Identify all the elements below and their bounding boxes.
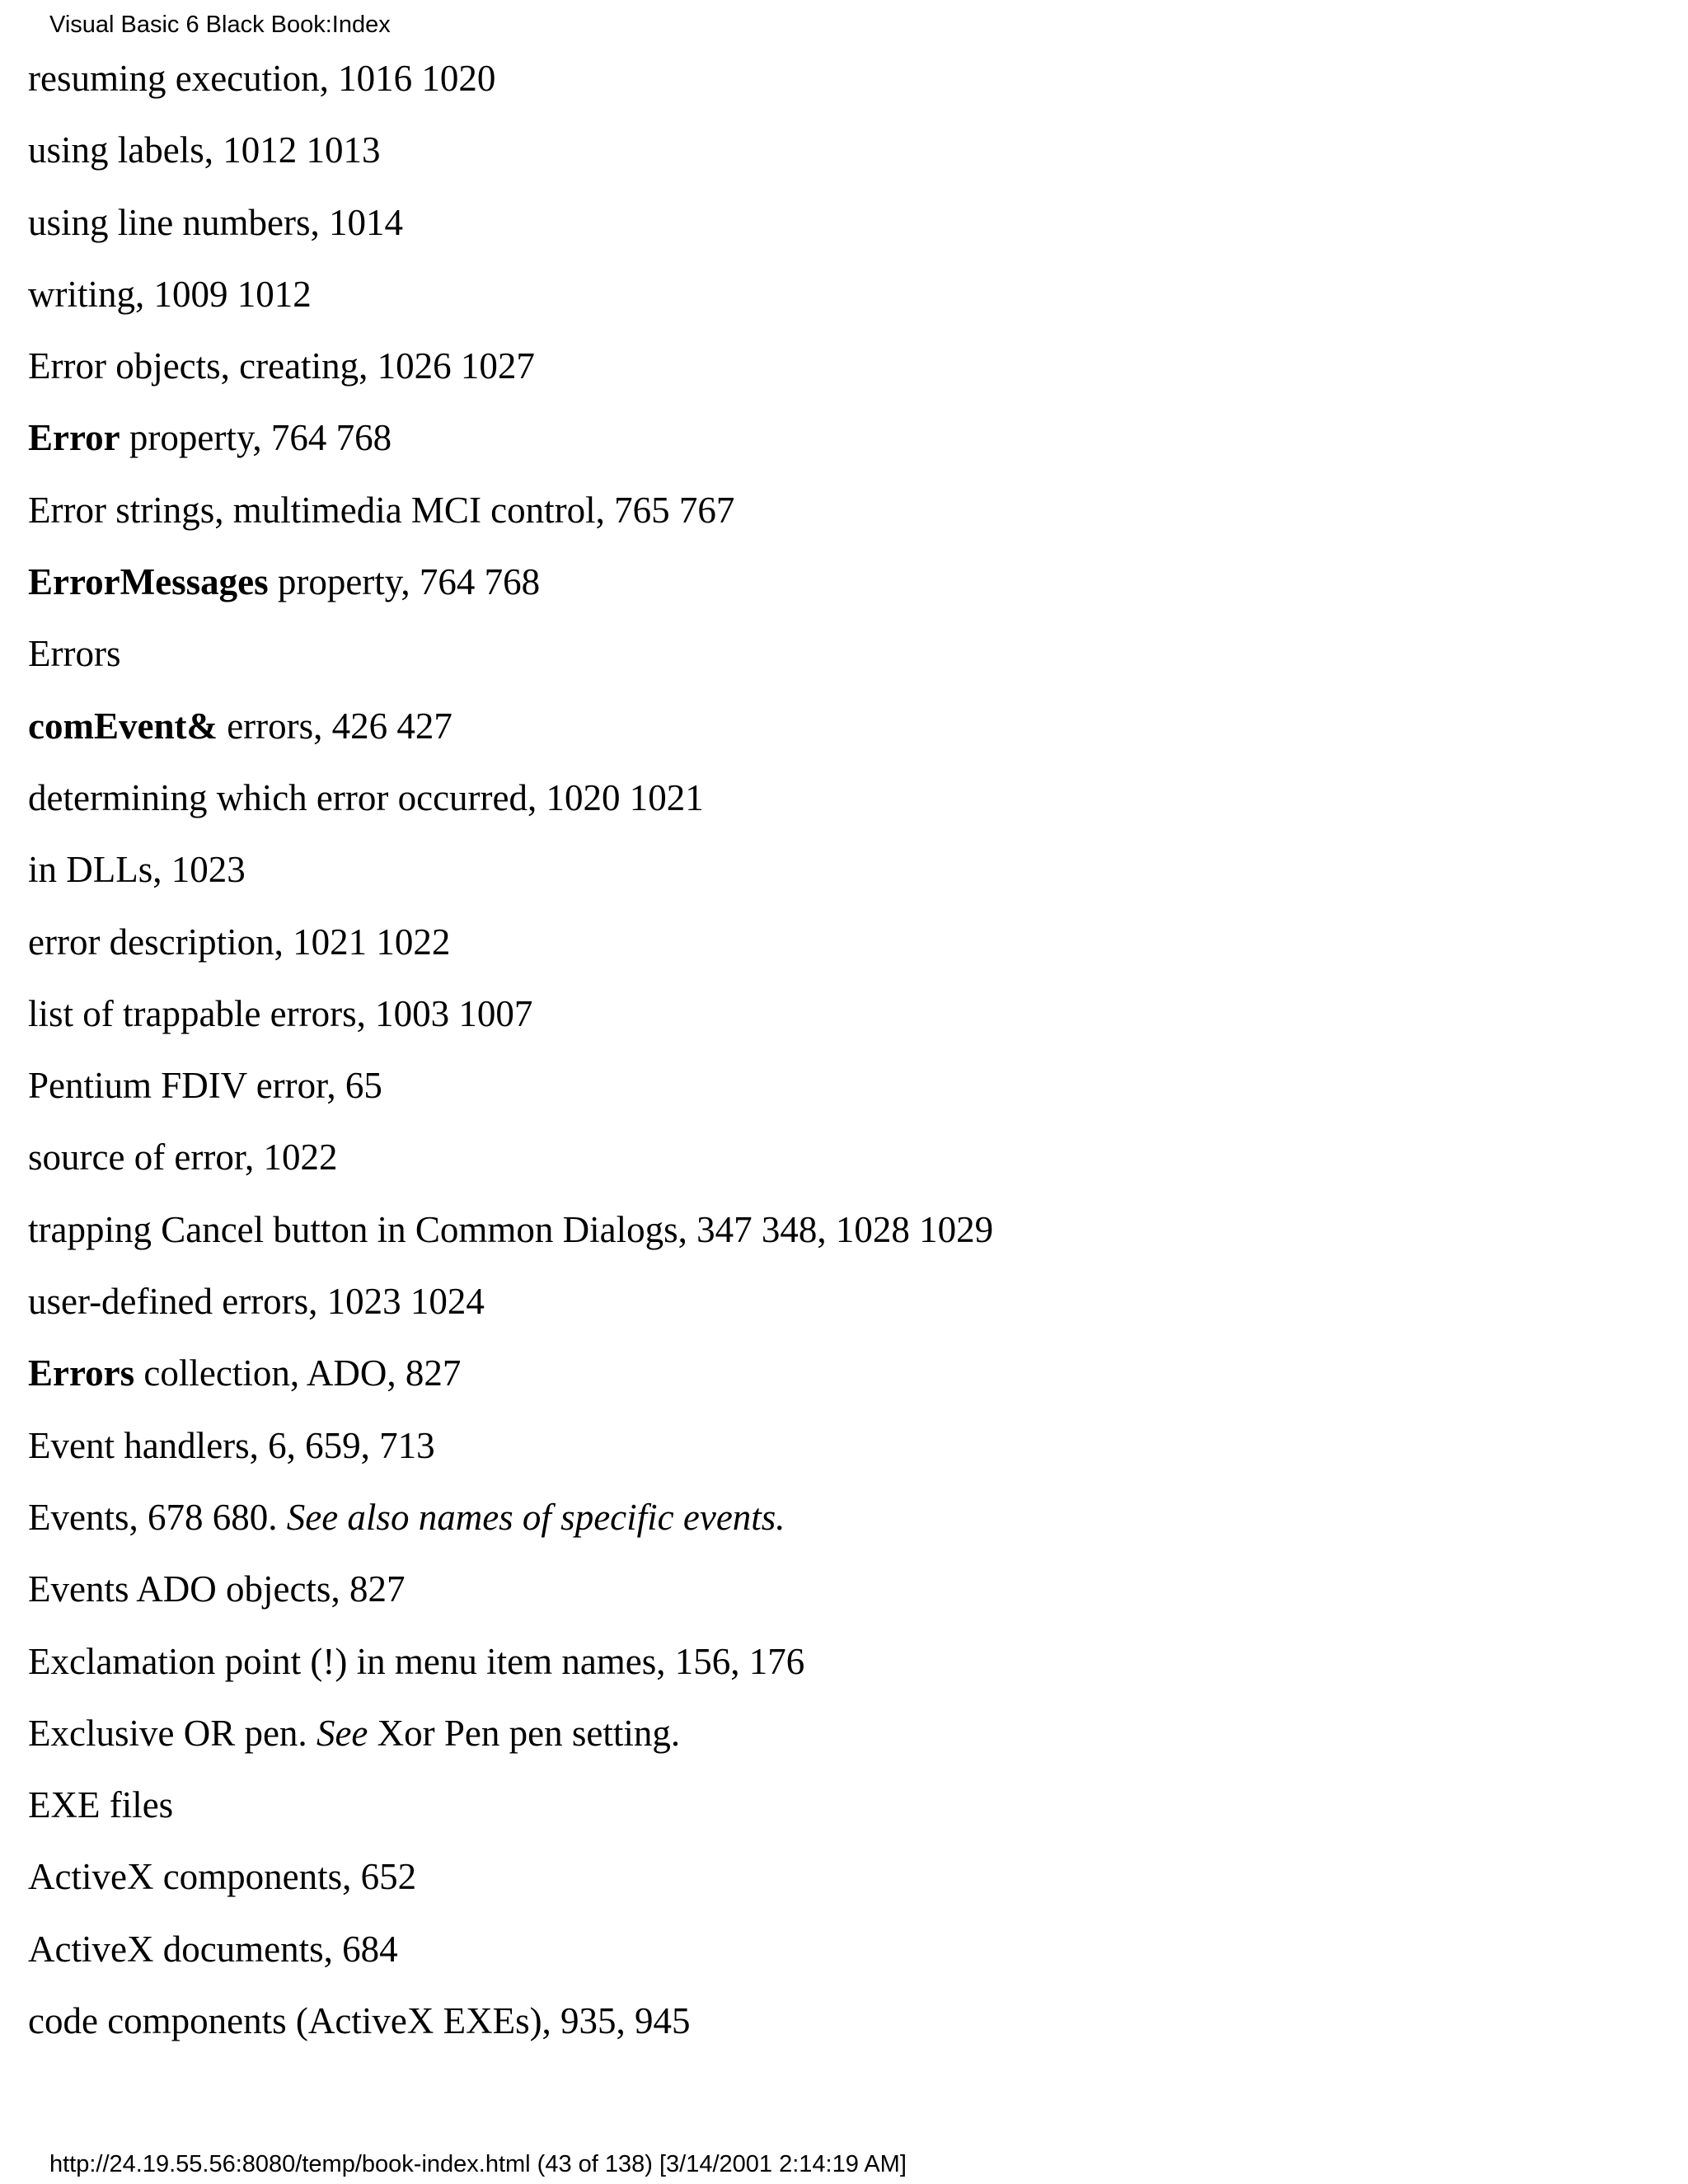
- index-entry: [28, 618, 993, 690]
- entry-text: Errors: [28, 633, 121, 675]
- index-entry: [28, 1122, 993, 1193]
- entry-text: source of error, 1022: [28, 1137, 338, 1179]
- entry-text: list of trappable errors, 1003 1007: [28, 992, 533, 1034]
- index-entry: [28, 1914, 993, 1985]
- index-entry: [28, 691, 993, 762]
- entry-text: Error strings, multimedia MCI control, 765 767: [28, 489, 735, 531]
- entry-text: determining which error occurred, 1020 1021: [28, 776, 704, 818]
- index-entry: [28, 402, 993, 474]
- index-entry-list: [28, 43, 993, 2057]
- entry-text: errors, 426 427: [217, 705, 452, 747]
- entry-text: user-defined errors, 1023 1024: [28, 1281, 485, 1323]
- page-footer-url: http://24.19.55.56:8080/temp/book-index.html (43 of 138) [3/14/2001 2:14:19 AM]: [49, 2151, 907, 2177]
- index-entry: [28, 1769, 993, 1841]
- index-entry: [28, 1266, 993, 1338]
- entry-keyword: Error: [28, 417, 120, 459]
- index-entry: [28, 1841, 993, 1913]
- index-entry: [28, 1194, 993, 1266]
- index-entry: [28, 1050, 993, 1122]
- entry-text: Event handlers, 6, 659, 713: [28, 1424, 435, 1466]
- index-entry: [28, 187, 993, 259]
- index-entry: [28, 907, 993, 978]
- index-entry: [28, 115, 993, 186]
- entry-text: resuming execution, 1016 1020: [28, 58, 496, 99]
- entry-cross-reference: See: [316, 1712, 368, 1754]
- entry-text: Error objects, creating, 1026 1027: [28, 345, 535, 387]
- index-entry: [28, 475, 993, 546]
- index-entry: [28, 546, 993, 618]
- entry-text: in DLLs, 1023: [28, 849, 246, 891]
- entry-text: property, 764 768: [268, 561, 541, 603]
- index-entry: [28, 834, 993, 906]
- entry-text: ActiveX components, 652: [28, 1856, 417, 1898]
- entry-text: writing, 1009 1012: [28, 273, 312, 315]
- index-entry: [28, 978, 993, 1050]
- entry-text: EXE files: [28, 1784, 174, 1826]
- entry-text: trapping Cancel button in Common Dialogs, 347 348, 1028 1029: [28, 1208, 994, 1250]
- index-entry: [28, 1482, 993, 1554]
- index-entry: [28, 43, 993, 115]
- entry-text: collection, ADO, 827: [134, 1352, 462, 1394]
- entry-text: code components (ActiveX EXEs), 935, 945: [28, 2000, 691, 2042]
- entry-text-after: Xor Pen pen setting.: [368, 1712, 681, 1754]
- entry-text: Exclusive OR pen.: [28, 1712, 316, 1754]
- page-header-title: Visual Basic 6 Black Book:Index: [49, 12, 391, 38]
- entry-keyword: ErrorMessages: [28, 561, 269, 603]
- entry-text: Events ADO objects, 827: [28, 1568, 406, 1610]
- entry-cross-reference: See also names of specific events.: [286, 1496, 785, 1538]
- index-entry: [28, 1626, 993, 1698]
- index-entry: [28, 1554, 993, 1625]
- entry-keyword: comEvent&: [28, 705, 218, 747]
- index-entry: [28, 1338, 993, 1409]
- entry-text: error description, 1021 1022: [28, 921, 451, 963]
- entry-text: property, 764 768: [120, 417, 392, 459]
- entry-text: using line numbers, 1014: [28, 201, 403, 243]
- entry-text: using labels, 1012 1013: [28, 129, 381, 171]
- entry-text: Pentium FDIV error, 65: [28, 1065, 382, 1107]
- entry-keyword: Errors: [28, 1352, 135, 1394]
- index-entry: [28, 762, 993, 834]
- entry-text: Events, 678 680.: [28, 1496, 287, 1538]
- index-entry: [28, 1698, 993, 1769]
- index-entry: [28, 1985, 993, 2057]
- index-entry: [28, 259, 993, 330]
- entry-text: ActiveX documents, 684: [28, 1928, 398, 1970]
- index-entry: [28, 330, 993, 402]
- index-entry: [28, 1410, 993, 1482]
- entry-text: Exclamation point (!) in menu item names, 156, 176: [28, 1640, 805, 1682]
